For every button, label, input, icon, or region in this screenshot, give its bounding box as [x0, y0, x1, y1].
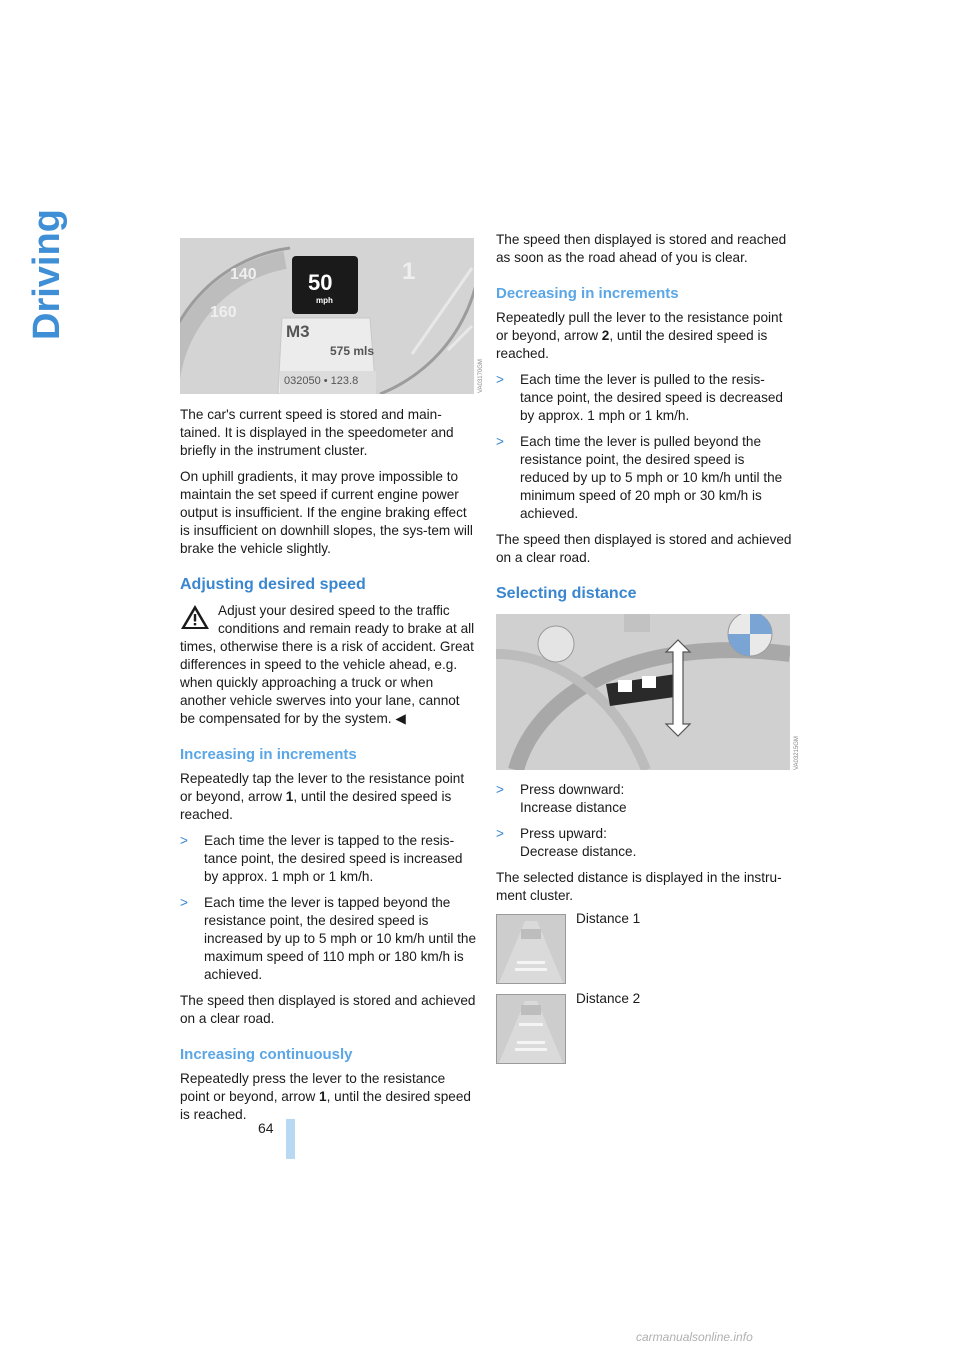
heading-decreasing-in-increments: Decreasing in increments: [496, 285, 679, 302]
heading-increasing-continuously: Increasing continuously: [180, 1046, 353, 1063]
increments-after-paragraph: The speed then displayed is stored and achieved on a clear road.: [180, 993, 476, 1026]
list-item: [496, 781, 794, 817]
decrease-paragraph: [496, 309, 794, 363]
list-item: [496, 825, 794, 861]
list-item: [180, 894, 478, 984]
bullet-marker: >: [180, 833, 188, 848]
warning-text: Adjust your desired speed to the traffic conditions and remain ready to brake at all times, otherwise there is a risk of accident. Great differences in speed to the vehicle ahead, e.g. when quickly approaching a truck or when another vehicle swerves into your lane, cannot be compensated for by the system.: [180, 603, 475, 726]
distance-after-paragraph: The selected distance is displayed in the instru-ment cluster.: [496, 870, 782, 903]
distance-1-label: Distance 1: [576, 911, 641, 926]
distance-2-image: [496, 994, 566, 1064]
increments-text-pre: Repeatedly tap the lever to the resistance point or beyond, arrow: [180, 771, 465, 804]
decrease-text-post: , until the desired speed is reached.: [496, 328, 768, 361]
distance-1-image: [496, 914, 566, 984]
column-right: [496, 231, 794, 611]
list-item: [496, 371, 794, 425]
list-item: [180, 832, 478, 886]
warning-paragraph: [180, 602, 478, 728]
distance-1-illustration: [497, 915, 565, 983]
intro-paragraph-2: On uphill gradients, it may prove impossible to maintain the set speed if current engine power output is insufficient. If the engine braking effect is insufficient on downhill slopes, the sys-tem will brake the vehicle slightly.: [180, 469, 473, 556]
continuous-text-pre: Repeatedly press the lever to the resistance point or beyond, arrow: [180, 1071, 446, 1104]
decrease-after-paragraph: The speed then displayed is stored and achieved on a clear road.: [496, 532, 792, 565]
bullet-marker: >: [496, 782, 504, 797]
list-item-text: Each time the lever is tapped to the resis-tance point, the desired speed is increased by approx. 1 mph or 1 km/h.: [204, 833, 463, 884]
list-item-text: Each time the lever is tapped beyond the resistance point, the desired speed is increased by up to 5 mph or 10 km/h until the maximum speed of 110 mph or 180 km/h is achieved.: [204, 895, 477, 982]
odometer-readout: 032050 • 123.8: [284, 375, 359, 387]
model-label: M3: [286, 322, 310, 341]
list-item-text: Each time the lever is pulled to the resis-tance point, the desired speed is decreased by approx. 1 mph or 1 km/h.: [520, 372, 783, 423]
end-of-note-marker: ◀: [395, 711, 406, 726]
distance-2-label: Distance 2: [576, 991, 641, 1006]
column-left: [180, 406, 478, 1132]
intro-paragraph-1: The car's current speed is stored and main-tained. It is displayed in the speedometer and briefly in the instrument cluster.: [180, 407, 454, 458]
page-number: 64: [258, 1120, 274, 1136]
list-item-text: Decrease distance.: [520, 844, 637, 859]
arrow-number-1: 1: [285, 789, 294, 804]
bullet-marker: >: [180, 895, 188, 910]
list-item-text: Press upward:: [520, 826, 607, 841]
heading-selecting-distance: Selecting distance: [496, 585, 637, 602]
heading-adjusting-desired-speed: Adjusting desired speed: [180, 576, 366, 593]
dial-label-140: 140: [230, 266, 257, 283]
distance-2-illustration: [497, 995, 565, 1063]
lever-illustration: [496, 614, 790, 770]
speedometer-image: [180, 238, 474, 394]
increments-paragraph: [180, 770, 478, 824]
continuous-after-paragraph: The speed then displayed is stored and reached as soon as the road ahead of you is clear.: [496, 232, 787, 265]
dial-label-1: 1: [402, 258, 416, 285]
range-readout: 575 mls: [330, 344, 375, 358]
heading-increasing-in-increments: Increasing in increments: [180, 746, 357, 763]
section-title-text: Driving: [26, 209, 68, 340]
speed-readout: 50: [308, 270, 333, 295]
warning-triangle-icon: [180, 604, 210, 630]
section-title: [26, 209, 68, 350]
bullet-marker: >: [496, 434, 504, 449]
speedometer-image-code: VA03170GM: [478, 359, 484, 393]
list-item-text: Each time the lever is pulled beyond the resistance point, the desired speed is reduced by up to 5 mph or 10 km/h until the minimum speed of 20 mph or 30 km/h is achieved.: [520, 434, 783, 521]
decrease-text-pre: Repeatedly pull the lever to the resistance point or beyond, arrow: [496, 310, 783, 343]
lever-image: [496, 614, 790, 770]
lever-image-code: VA03215GM: [794, 736, 800, 770]
speed-unit: mph: [316, 296, 333, 305]
bullet-marker: >: [496, 372, 504, 387]
increments-text-post: , until the desired speed is reached.: [180, 789, 452, 822]
list-item-text: Press downward:: [520, 782, 625, 797]
watermark: carmanualsonline.info: [636, 1330, 753, 1344]
dial-label-160: 160: [210, 304, 237, 321]
continuous-text-post: , until the desired speed is reached.: [180, 1089, 471, 1122]
arrow-number-1: 1: [319, 1089, 327, 1104]
arrow-number-2: 2: [601, 328, 610, 343]
bullet-marker: >: [496, 826, 504, 841]
list-item: [496, 433, 794, 523]
list-item-text: Increase distance: [520, 800, 627, 815]
distance-instructions: [496, 781, 794, 913]
continuous-paragraph: [180, 1070, 478, 1124]
